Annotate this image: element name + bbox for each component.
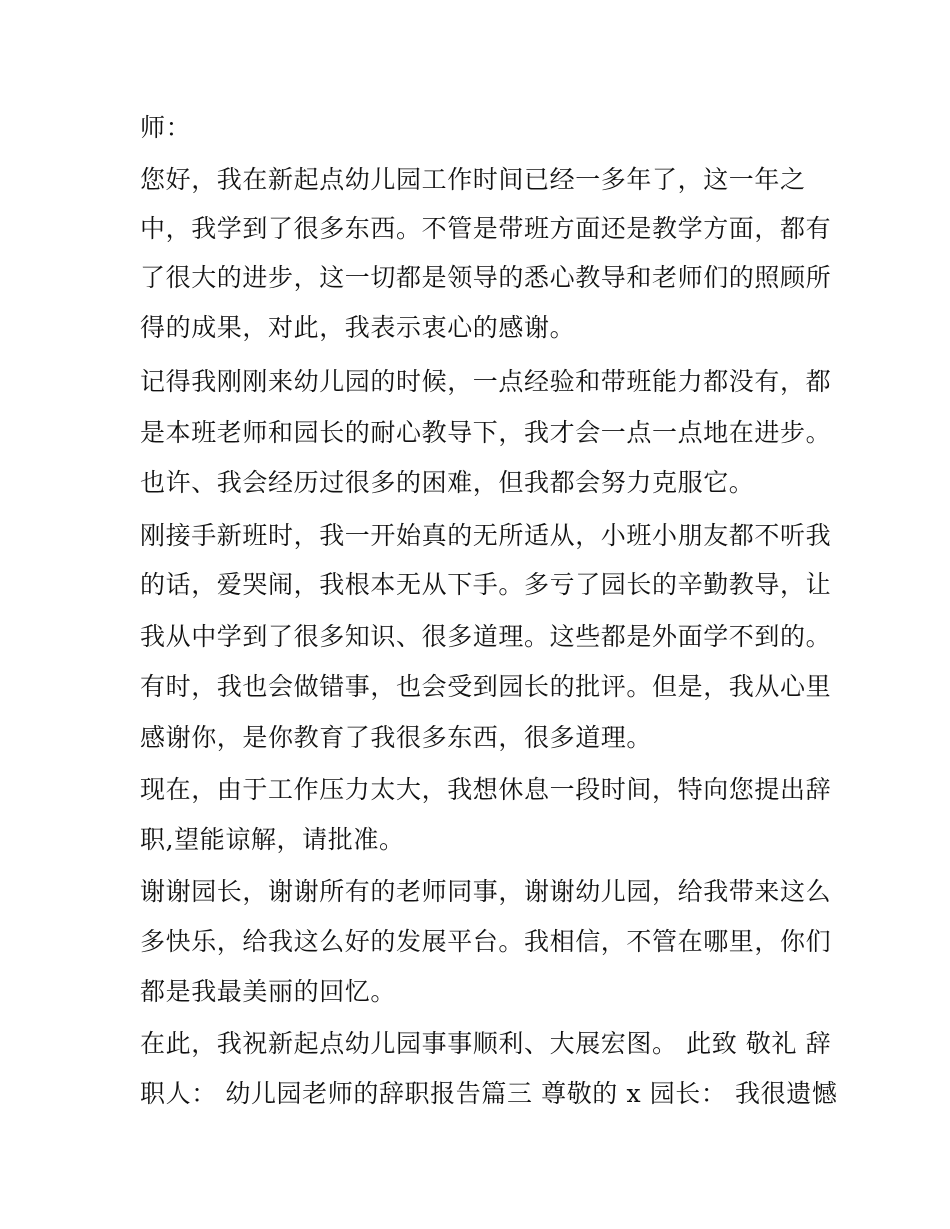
- text-line: 中，我学到了很多东西。不管是带班方面还是教学方面，都有: [140, 214, 832, 243]
- text-line: 谢谢园长，谢谢所有的老师同事，谢谢幼儿园，给我带来这么: [140, 877, 832, 906]
- text-line: 了很大的进步，这一切都是领导的悉心教导和老师们的照顾所: [140, 263, 832, 292]
- text-line: 现在，由于工作压力太大，我想休息一段时间，特向您提出辞: [140, 775, 832, 804]
- text-line: 也许、我会经历过很多的困难，但我都会努力克服它。: [140, 468, 755, 497]
- text-line: 职,望能谅解，请批准。: [140, 825, 405, 854]
- text-line: 多快乐，给我这么好的发展平台。我相信，不管在哪里，你们: [140, 927, 832, 956]
- text-line: 记得我刚刚来幼儿园的时候，一点经验和带班能力都没有，都: [140, 367, 832, 396]
- text-line: 得的成果，对此，我表示衷心的感谢。: [140, 313, 576, 342]
- text-line: 都是我最美丽的回忆。: [140, 977, 397, 1006]
- text-line: 师：: [140, 113, 192, 142]
- text-line: 感谢你，是你教育了我很多东西，很多道理。: [140, 723, 653, 752]
- text-line: 有时，我也会做错事，也会受到园长的批评。但是，我从心里: [140, 672, 832, 701]
- text-line: 在此，我祝新起点幼儿园事事顺利、大展宏图。 此致 敬礼 辞: [140, 1029, 832, 1058]
- text-line: 的话，爱哭闹，我根本无从下手。多亏了园长的辛勤教导，让: [140, 570, 832, 599]
- text-line: 您好，我在新起点幼儿园工作时间已经一多年了，这一年之: [140, 165, 806, 194]
- text-line: 是本班老师和园长的耐心教导下，我才会一点一点地在进步。: [140, 418, 832, 447]
- text-line: 刚接手新班时，我一开始真的无所适从，小班小朋友都不听我: [140, 521, 832, 550]
- text-line: 职人： 幼儿园老师的辞职报告篇三 尊敬的 x 园长： 我很遗憾: [140, 1079, 838, 1108]
- text-line: 我从中学到了很多知识、很多道理。这些都是外面学不到的。: [140, 622, 832, 651]
